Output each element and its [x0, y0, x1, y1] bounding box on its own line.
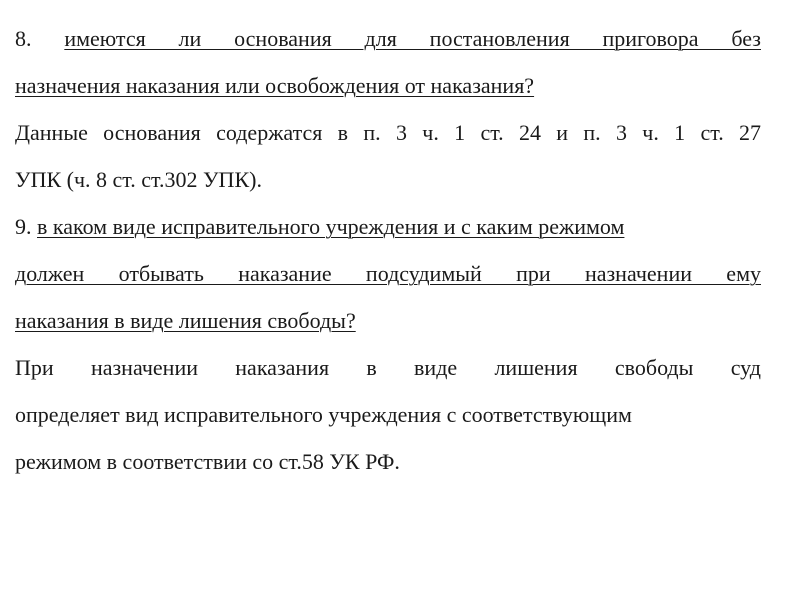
item-8-question-line-1 — [15, 22, 761, 56]
item-9-answer-line-2: определяет вид исправительного учреждения с соответствующим — [15, 402, 632, 427]
item-9-answer-line-3: режимом в соответствии со ст.58 УК РФ. — [15, 449, 400, 474]
item-8-question-text-2: назначения наказания или освобождения от наказания? — [15, 73, 535, 98]
item-8-question-text-1: имеются ли основания для постановления приговора без — [64, 26, 761, 51]
item-9-question-text-3: наказания в виде лишения свободы? — [15, 308, 356, 333]
item-8-answer-line-1: Данные основания содержатся в п. 3 ч. 1 ст. 24 и п. 3 ч. 1 ст. 27 — [15, 120, 761, 145]
item-9-question-line-2: должен отбывать наказание подсудимый при назначении ему — [15, 261, 761, 286]
item-8-number: 8. — [15, 26, 32, 51]
item-8-question-line-2 — [15, 69, 761, 103]
item-9-question-line-3 — [15, 304, 761, 338]
item-9-question-line-1 — [15, 210, 761, 244]
item-9-number: 9. — [15, 214, 32, 239]
item-9-question-text-1: в каком виде исправительного учреждения и с каким режимом — [37, 214, 625, 239]
item-9-answer-line-1: При назначении наказания в виде лишения свободы суд — [15, 355, 761, 380]
item-8-answer-line-2: УПК (ч. 8 ст. ст.302 УПК). — [15, 167, 262, 192]
